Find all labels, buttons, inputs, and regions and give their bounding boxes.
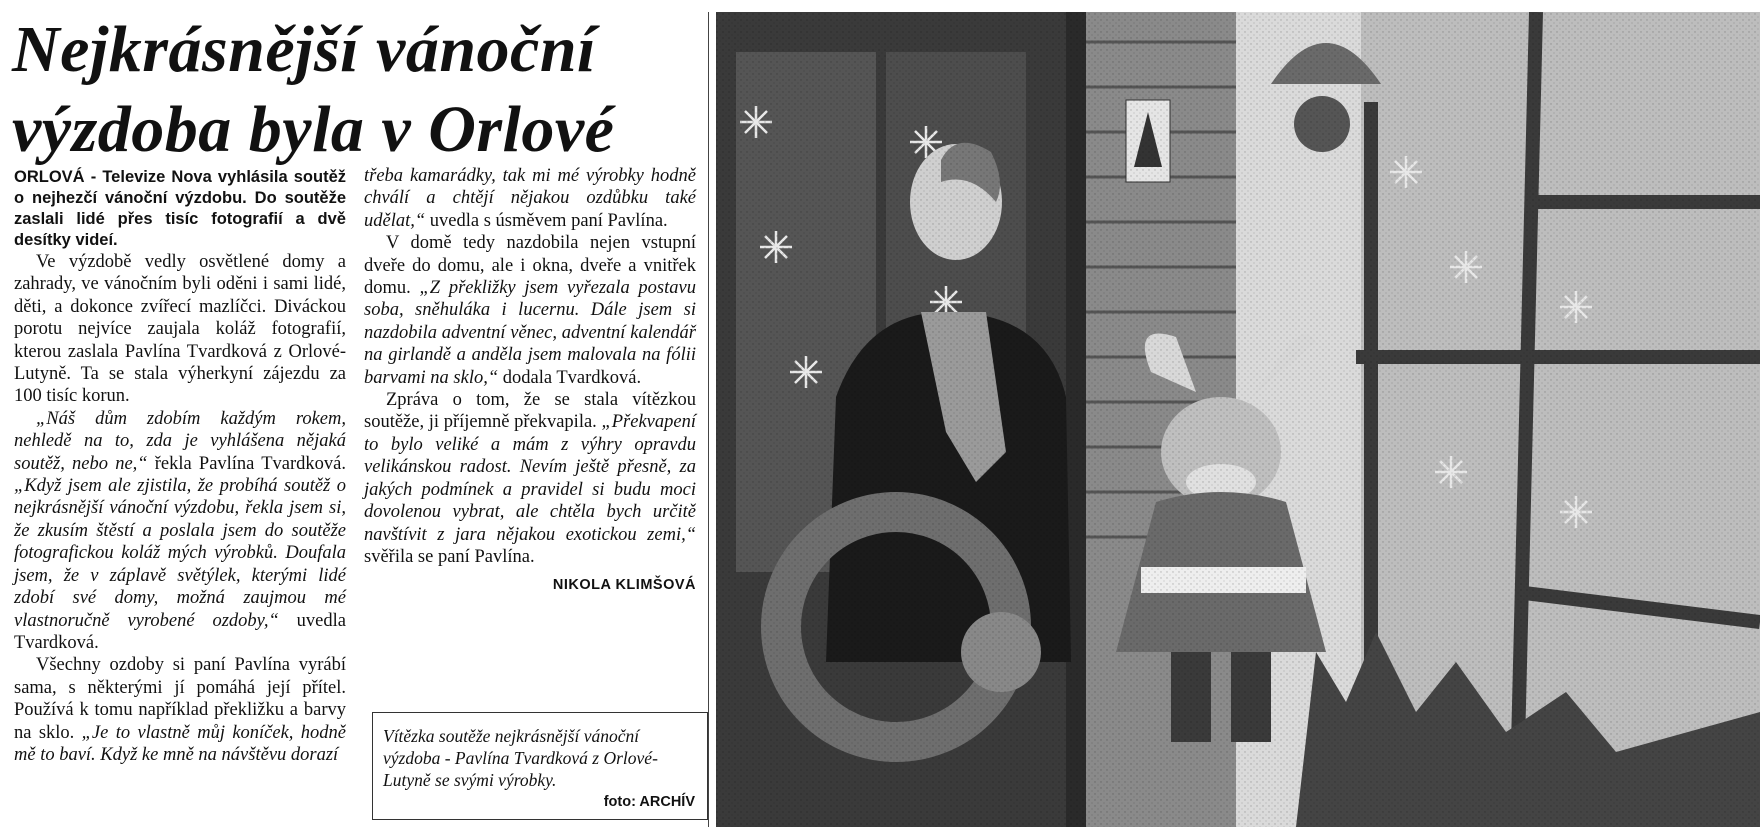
quote: třeba kamarádky, tak mi mé výrobky hodně chválí a chtějí nějakou ozdůbku také udělat,“ bbox=[364, 166, 696, 231]
article-lead: ORLOVÁ - Televize Nova vyhlásila soutěž o nejhezčí vánoční výzdobu. Do soutěže zaslali lidé přes tisíc fotografií a dvě desítky videí. bbox=[14, 168, 346, 249]
quote: „Náš dům zdobím každým rokem, nehledě na to, zda je vyhlášena nějaká soutěž, nebo ne,“ bbox=[14, 408, 346, 474]
photo-caption bbox=[372, 712, 708, 820]
byline: NIKOLA KLIMŠOVÁ bbox=[552, 577, 696, 594]
article-paragraph bbox=[14, 408, 346, 654]
article-paragraph bbox=[364, 165, 696, 232]
article-paragraph bbox=[364, 232, 696, 389]
article-column-1 bbox=[14, 167, 346, 766]
text: Zpráva o tom, že se stala vítězkou soutěže, ji příjemně překvapila. bbox=[364, 390, 696, 433]
article-paragraph bbox=[14, 654, 346, 766]
photo-credit: foto: ARCHÍV bbox=[603, 794, 695, 810]
text: uvedla s úsměvem paní Pavlína. bbox=[425, 210, 668, 231]
text: svěřila se paní Pavlína. bbox=[364, 546, 535, 567]
text: V domě tedy nazdobila nejen vstupní dveře do domu, ale i okna, dveře a vnitřek domu. bbox=[364, 233, 696, 299]
text: uvedla Tvardková. bbox=[14, 610, 346, 653]
article-paragraph: Ve výzdobě vedly osvětlené domy a zahrady, ve vánočním byli oděni i sami lidé, děti, a dokonce zvířecí mazlíčci. Diváckou porotu nejvíce zaujala koláž fotografií, kterou zaslala Pavlína Tvardková z Orlové-Lutyně. Ta se stala výherkyní zájezdu za 100 tisíc korun. bbox=[14, 252, 346, 407]
column-divider bbox=[708, 12, 709, 827]
text: řekla Pavlína Tvardková. bbox=[147, 453, 347, 474]
text: Všechny ozdoby si paní Pavlína vyrábí sama, s některými jí pomáhá její přítel. Používá k tomu například překližku a barvy na sklo. bbox=[14, 655, 346, 743]
quote: „Z překližky jsem vyřezala postavu soba, sněhuláka i lucernu. Dále jsem si nazdobila adventní věnec, adventní kalendář na girlandě a anděla jsem malovala na fólii barvami na sklo,“ bbox=[364, 278, 696, 388]
article-paragraph bbox=[364, 389, 696, 568]
quote: „Překvapení to bylo veliké a mám z výhry opravdu velikánskou radost. Nevím ještě přesně, za jakých podmínek a pravidel si budu moci dovolenou vybrat, ale chtěla bych určitě navštívit z jara nějakou exotickou zemi,“ bbox=[364, 412, 696, 545]
photo bbox=[716, 12, 1760, 827]
article-column-2 bbox=[364, 165, 696, 597]
caption-text: Vítězka soutěže nejkrásnější vánoční výzdoba - Pavlína Tvardková z Orlové-Lutyně se svými výrobky. bbox=[383, 726, 658, 790]
headline: Nejkrásnější vánoční výzdoba byla v Orlové bbox=[12, 13, 615, 166]
text: dodala Tvardková. bbox=[498, 367, 642, 388]
quote: „Je to vlastně můj koníček, hodně mě to baví. Když ke mně na návštěvu dorazí bbox=[14, 722, 346, 765]
quote: „Když jsem ale zjistila, že probíhá soutěž o nejkrásnější vánoční výzdobu, řekla jsem si, že zkusím štěstí a poslala jsem do soutěže fotografickou koláž mých výrobků. Doufala jsem, že v záplavě světýlek, kterými lidé zdobí své domy, možná zaujmou mé vlastnoručně vyrobené ozdoby,“ bbox=[14, 476, 346, 631]
